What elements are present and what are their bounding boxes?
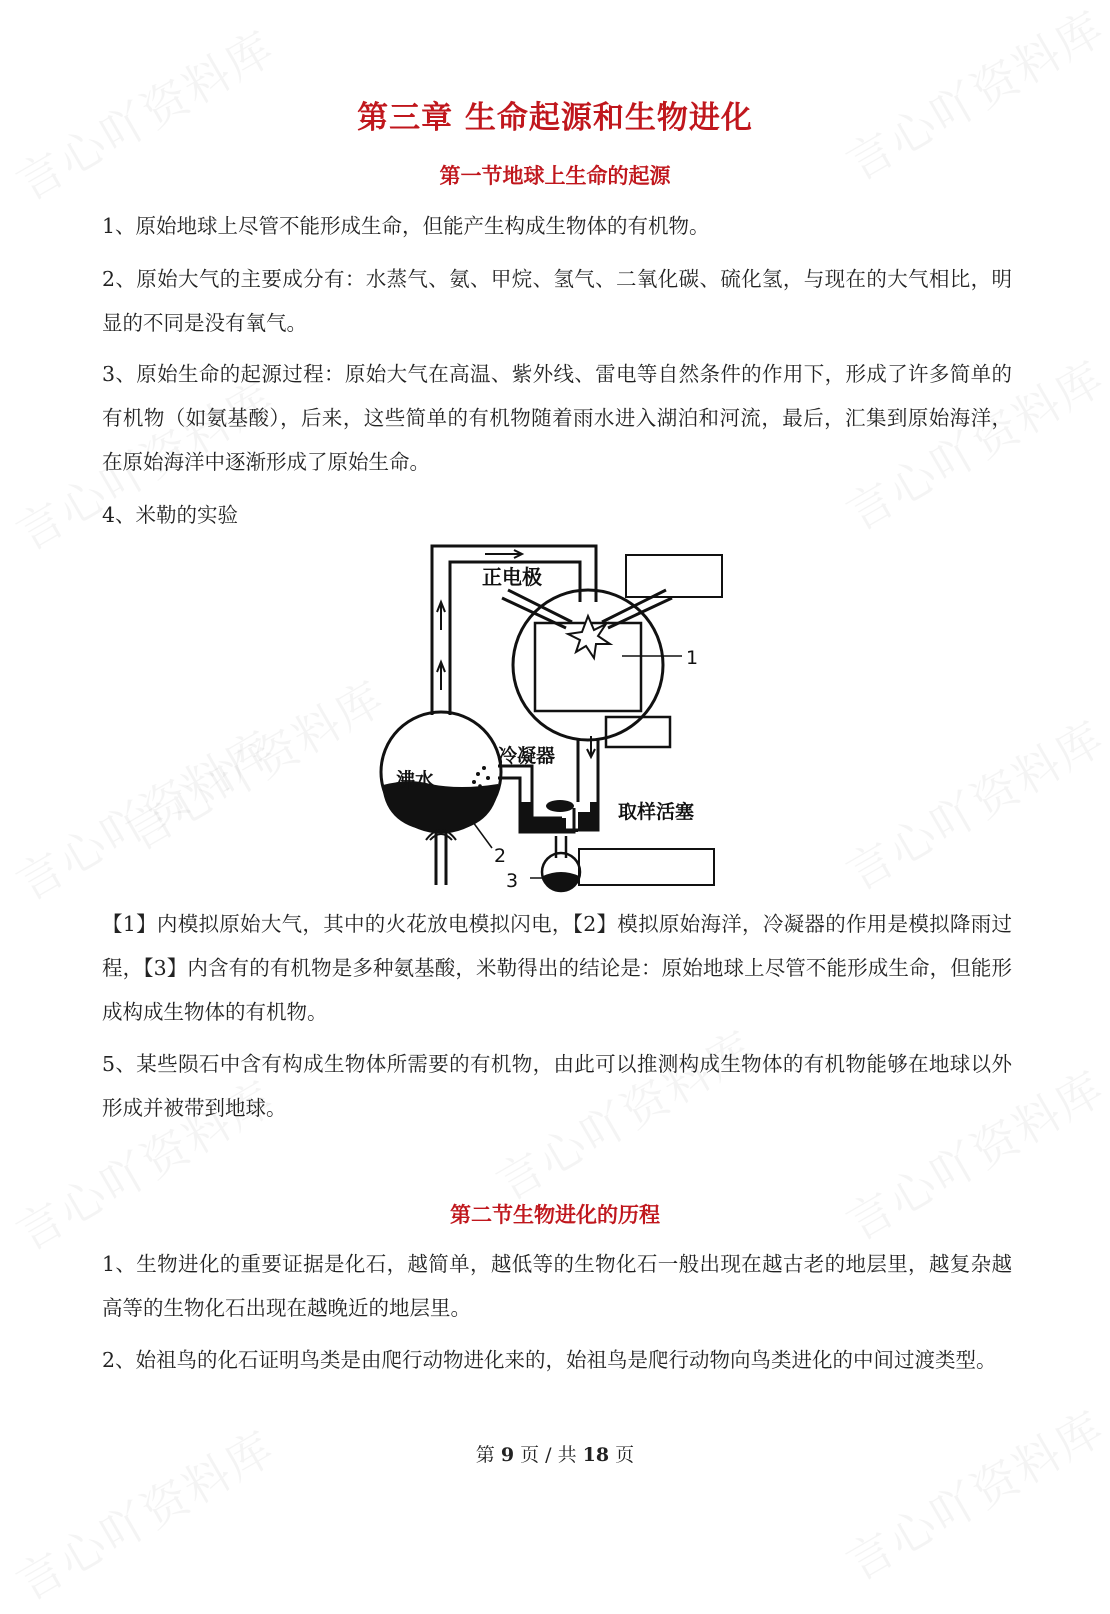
watermark (113, 662, 395, 863)
section-title-1: 第一节地球上生命的起源 (439, 163, 671, 188)
footer-prefix: 第 (475, 1444, 495, 1466)
label-number-2: 2 (494, 845, 507, 867)
footer-middle: 页 / 共 (520, 1444, 577, 1466)
miller-experiment-figure (370, 540, 740, 895)
label-number-3: 3 (506, 870, 519, 892)
section1-item-1: 1、原始地球上尽管不能形成生命，但能产生构成生物体的有机物。 (102, 214, 710, 238)
label-number-1: 1 (686, 647, 699, 669)
section1-item-2: 2、原始大气的主要成分有：水蒸气、氨、甲烷、氢气、二氧化碳、硫化氢，与现在的大气相比，明显的不同是没有氧气。 (102, 267, 1012, 335)
section-title-2: 第二节生物进化的历程 (450, 1202, 660, 1227)
watermark (833, 1392, 1110, 1593)
figure-explanation: 【1】内模拟原始大气，其中的火花放电模拟闪电，【2】模拟原始海洋，冷凝器的作用是模拟降雨过程，【3】内含有的有机物是多种氨基酸，米勒得出的结论是：原始地球上尽管不能形成生命，但能形成构成生物体的有机物。 (102, 912, 1012, 1024)
label-boiling-water: 沸水 (396, 769, 435, 791)
watermark (3, 712, 285, 913)
page-footer (0, 1440, 1110, 1467)
section1-item-4: 4、米勒的实验 (102, 503, 239, 527)
label-electrode: 正电极 (482, 565, 542, 589)
section1-item-5: 5、某些陨石中含有构成生物体所需要的有机物，由此可以推测构成生物体的有机物能够在地球以外形成并被带到地球。 (102, 1052, 1012, 1120)
label-condenser: 冷凝器 (498, 745, 556, 767)
section2-item-1: 1、生物进化的重要证据是化石，越简单，越低等的生物化石一般出现在越古老的地层里，越复杂越高等的生物化石出现在越晚近的地层里。 (102, 1252, 1012, 1320)
label-sampling-valve: 取样活塞 (618, 801, 695, 823)
watermark (833, 702, 1110, 903)
footer-current-page: 9 (500, 1444, 515, 1466)
footer-total-pages: 18 (582, 1444, 610, 1466)
section2-item-2: 2、始祖鸟的化石证明鸟类是由爬行动物进化来的，始祖鸟是爬行动物向鸟类进化的中间过渡类型。 (102, 1348, 997, 1372)
chapter-title: 第三章 生命起源和生物进化 (357, 100, 753, 136)
section1-item-3: 3、原始生命的起源过程：原始大气在高温、紫外线、雷电等自然条件的作用下，形成了许多简单的有机物（如氨基酸），后来，这些简单的有机物随着雨水进入湖泊和河流，最后，汇集到原始海洋，在原始海洋中逐渐形成了原始生命。 (102, 362, 1012, 474)
footer-suffix: 页 (615, 1444, 635, 1466)
